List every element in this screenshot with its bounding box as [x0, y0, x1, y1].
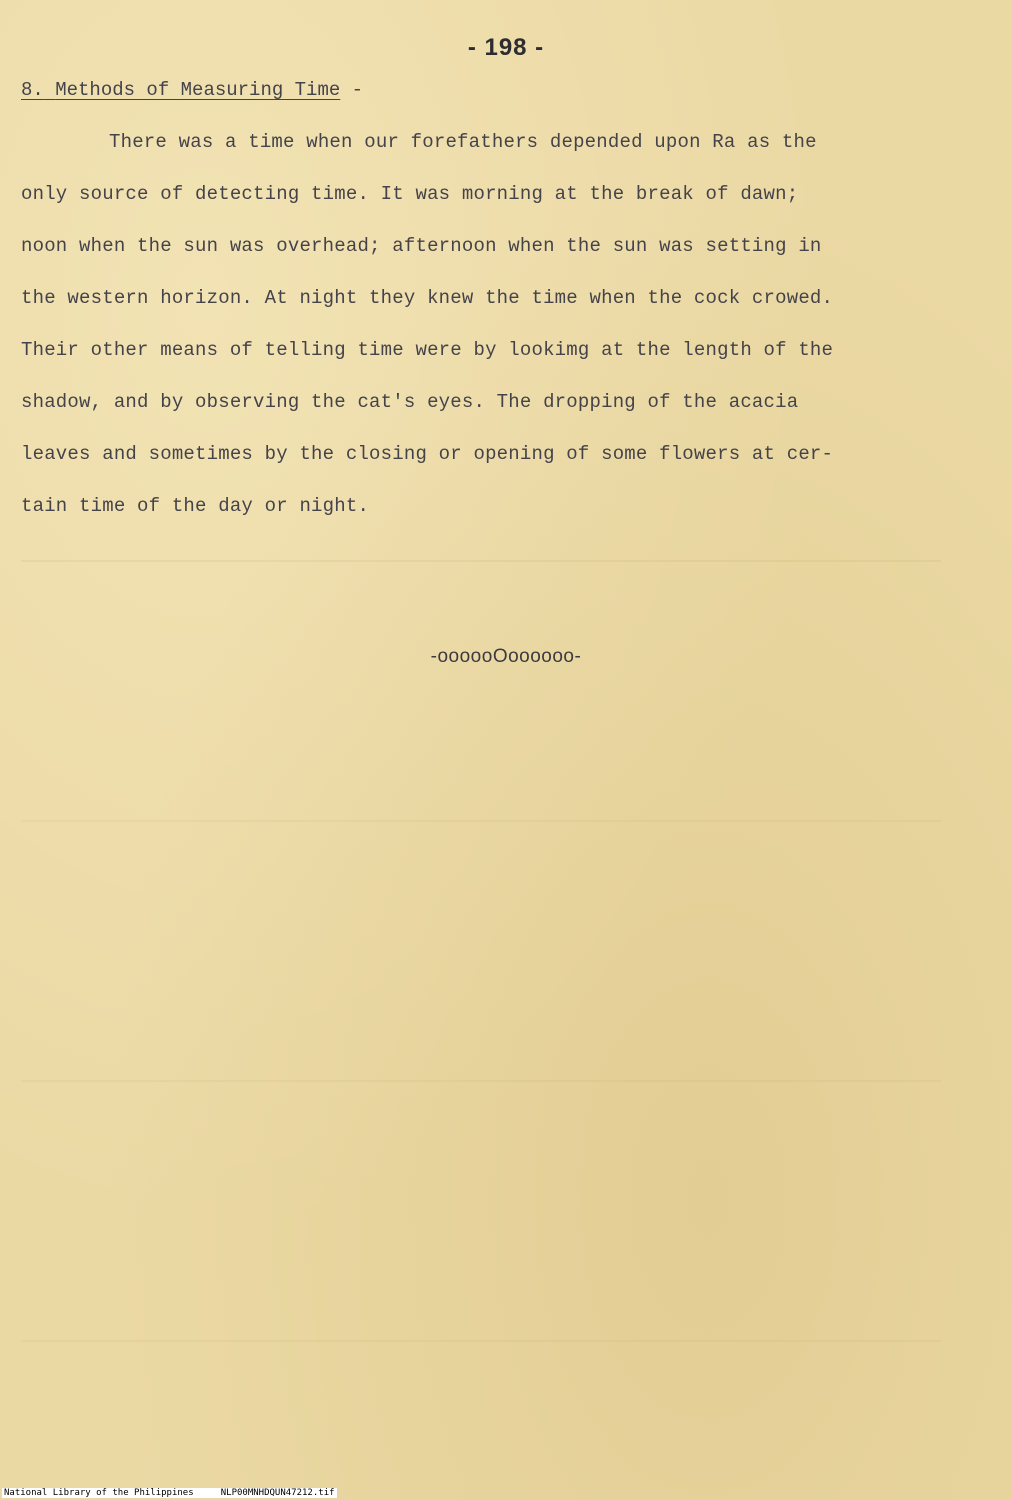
paragraph-line: tain time of the day or night.: [21, 495, 370, 517]
section-divider: -oooooOoooooo-: [430, 646, 582, 667]
bleed-through-texture: [21, 1080, 941, 1082]
paragraph-line: noon when the sun was overhead; afternoon when the sun was setting in: [21, 235, 822, 257]
page-number: - 198 -: [467, 34, 545, 61]
paragraph-line: leaves and sometimes by the closing or opening of some flowers at cer-: [21, 443, 834, 465]
section-number: 8.: [21, 79, 44, 101]
bleed-through-texture: [21, 560, 941, 562]
bleed-through-texture: [21, 820, 941, 822]
paragraph-line: Their other means of telling time were by lookimg at the length of the: [21, 339, 834, 361]
paragraph-line: only source of detecting time. It was morning at the break of dawn;: [21, 183, 799, 205]
bleed-through-texture: [21, 1340, 941, 1342]
paragraph-line: There was a time when our forefathers depended upon Ra as the: [109, 131, 817, 153]
section-title: Methods of Measuring Time: [55, 79, 341, 101]
scan-footer-label: National Library of the Philippines NLP00MNHDQUN47212.tif: [4, 1488, 335, 1498]
section-heading: [21, 79, 363, 101]
paragraph-line: the western horizon. At night they knew the time when the cock crowed.: [21, 287, 834, 309]
section-heading-suffix: -: [340, 79, 364, 101]
paragraph-line: shadow, and by observing the cat's eyes. The dropping of the acacia: [21, 391, 799, 413]
